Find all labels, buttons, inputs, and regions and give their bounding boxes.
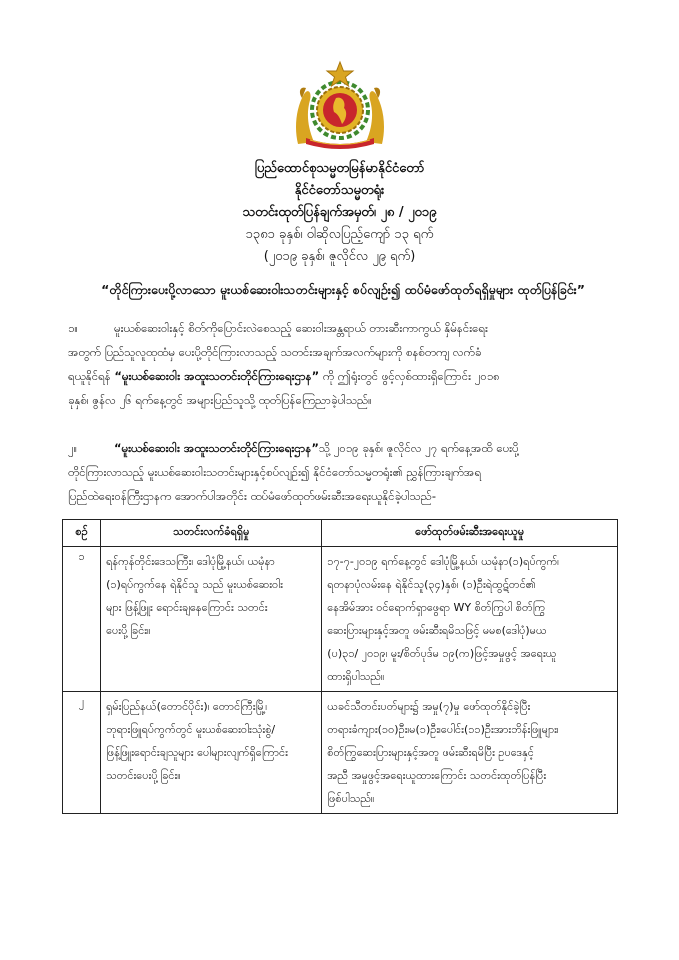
paragraph-1-line: ခုနှစ်၊ ဇွန်လ ၂၆ ရက်နေ့တွင် အများပြည်သူသို့ ထုတ်ပြန်ကြေညာခဲ့ပါသည်။	[68, 393, 372, 407]
cell-line: ယခင်သီတင်းပတ်များ၌ အမှု(၇)မှု ဖော်ထုတ်နိုင်ခဲ့ပြီး	[327, 700, 531, 713]
header-info-received: သတင်းလက်ခံရရှိမှု	[101, 520, 322, 547]
cell-line: (ပ)၃၁/ ၂၀၁၉၊ မူး/စိတ်ပုဒ်မ ၁၉(က)ဖြင့်အမှုဖွင့် အရေးယူ	[327, 647, 557, 660]
office-name: နိုင်ငံတော်သမ္မတရုံး	[294, 183, 385, 198]
country-name: ပြည်ထောင်စုသမ္မတမြန်မာနိုင်ငံတော်	[254, 161, 425, 176]
header-action-taken: ဖော်ထုတ်ဖမ်းဆီးအရေးယူမှု	[322, 520, 618, 547]
paragraph-1-number: ၁။	[68, 321, 78, 335]
row-number: ၂	[63, 692, 101, 814]
cell-line: ရန်ကုန်တိုင်းဒေသကြီး၊ ဒေါပုံမြို့နယ်၊ ယမုံနာ	[106, 555, 275, 568]
release-number: သတင်းထုတ်ပြန်ချက်အမှတ်၊ ၂၈ / ၂၀၁၉	[242, 205, 437, 220]
state-seal-icon	[288, 58, 392, 150]
cell-line: ဖြစ်ပါသည်။	[327, 792, 375, 805]
row-number: ၁	[63, 547, 101, 692]
cell-line: ပေးပို့ခြင်း။	[106, 624, 151, 637]
info-cell	[101, 692, 322, 814]
cell-line: ရှမ်းပြည်နယ်(တောင်ပိုင်း)၊ တောင်ကြီးမြို့၊	[106, 700, 268, 713]
hotline-name: “မူးယစ်ဆေးဝါး အထူးသတင်းတိုင်ကြားရေးဌာန”	[114, 369, 320, 383]
paragraph-1-text: ကို ဤရုံးတွင် ဖွင့်လှစ်ထားရှိကြောင်း ၂၀၁၈	[322, 369, 500, 383]
cell-line: အညီ အမှုဖွင့်အရေးယူထားကြောင်း သတင်းထုတ်ပြန်ပြီး	[327, 769, 547, 782]
cell-line: တရားခံကျား(၁၀)ဦး၊မ(၁)ဦး၊ပေါင်း(၁၁)ဦးအားဘိန်းဖြူများ၊	[327, 723, 559, 736]
header-block	[0, 158, 679, 268]
table-row	[63, 547, 618, 692]
paragraph-1-text: မူးယစ်ဆေးဝါးနှင့် စိတ်ကိုပြောင်းလဲစေသည့် ဆေးဝါးအန္တရာယ် တားဆီးကာကွယ် နှိမ်နင်းရေး	[114, 321, 488, 335]
paragraph-2-line	[68, 436, 612, 460]
paragraph-1-line	[68, 316, 612, 340]
header-no: စဉ်	[63, 520, 101, 547]
hotline-name: “မူးယစ်ဆေးဝါး အထူးသတင်းတိုင်ကြားရေးဌာန”	[114, 441, 319, 455]
paragraph-1-text: ရယူနိုင်ရန်	[68, 369, 111, 383]
paragraph-2-line: တိုင်ကြားလာသည့် မူးယစ်ဆေးဝါးသတင်းများနှင့်စပ်လျဉ်း၍ နိုင်ငံတော်သမ္မတရုံး၏ ညွှန်ကြားချက်အရ	[68, 465, 482, 479]
table-header-row	[63, 520, 618, 547]
paragraph-2	[68, 436, 612, 508]
paragraph-2-number: ၂။	[68, 441, 78, 455]
cell-line: သတင်းပေးပို့ခြင်း။	[106, 769, 181, 782]
cell-line: ၁၇-၇-၂၀၁၉ ရက်နေ့တွင် ဒေါပုံမြို့နယ်၊ ယမုံနာ(၁)ရပ်ကွက်၊	[327, 555, 559, 568]
release-title: “တိုင်ကြားပေးပို့လာသော မူးယစ်ဆေးဝါးသတင်းများနှင့် စပ်လျဉ်း၍ ထပ်မံဖော်ထုတ်ရရှိမှုများ ထုတ်ပြန်ခြင်း”	[101, 282, 585, 297]
cell-line: (၁)ရပ်ကွက်နေ ရဲနိုင်သူ သည် မူးယစ်ဆေးဝါး	[106, 578, 283, 591]
date-myanmar: ၁၃၈၁ ခုနှစ်၊ ဝါဆိုလပြည့်ကျော် ၁၃ ရက်	[245, 227, 434, 242]
action-cell	[322, 547, 618, 692]
cell-line: ဖြန့်ဖြူးရောင်းချသူများ ပေါများလျက်ရှိကြောင်း	[106, 746, 288, 759]
action-cell	[322, 692, 618, 814]
cell-line: နေအိမ်အား ဝင်ရောက်ရှာဖွေရာ WY စိတ်ကြွပါ စိတ်ကြွ	[327, 601, 546, 614]
cases-table	[62, 519, 618, 814]
cell-line: များ ဖြန့်ဖြူး ရောင်းချနေကြောင်း သတင်း	[106, 601, 268, 614]
table-row	[63, 692, 618, 814]
paragraph-1-line: အတွက် ပြည်သူလူထုထံမှ ပေးပို့တိုင်ကြားလာသည့် သတင်းအချက်အလက်များကို စနစ်တကျ လက်ခံ	[68, 345, 482, 359]
cell-line: ရတနာပုံလမ်းနေ ရဲနိုင်သူ(၃၄)နှစ်၊ (၁)ဦးရဲထွဋ်တင်၏	[327, 578, 536, 591]
paragraph-1-line	[68, 364, 612, 388]
date-gregorian: (၂၀၁၉ ခုနှစ်၊ ဇူလိုင်လ ၂၉ ရက်)	[263, 249, 416, 264]
cell-line: ဘုရားဖြူရပ်ကွက်တွင် မူးယစ်ဆေးဝါးသုံးစွဲ/	[106, 723, 276, 736]
cell-line: စိတ်ကြွဆေးပြားများနှင့်အတူ ဖမ်းဆီးရမိပြီး ဥပဒေနှင့်	[327, 746, 534, 759]
info-cell	[101, 547, 322, 692]
paragraph-2-text: သို့ ၂၀၁၉ ခုနှစ်၊ ဇူလိုင်လ ၂၇ ရက်နေ့အထိ ပေးပို့	[318, 441, 519, 455]
paragraph-2-line: ပြည်ထဲရေးဝန်ကြီးဌာနက အောက်ပါအတိုင်း ထပ်မံဖော်ထုတ်ဖမ်းဆီးအရေးယူနိုင်ခဲ့ပါသည်-	[68, 489, 436, 503]
paragraph-1	[68, 316, 612, 412]
cell-line: ဆေးပြားများနှင့်အတူ ဖမ်းဆီးရမိသဖြင့် မမစ(ဒေါပုံ)မယ	[327, 624, 547, 637]
cell-line: ထားရှိပါသည်။	[327, 670, 385, 683]
